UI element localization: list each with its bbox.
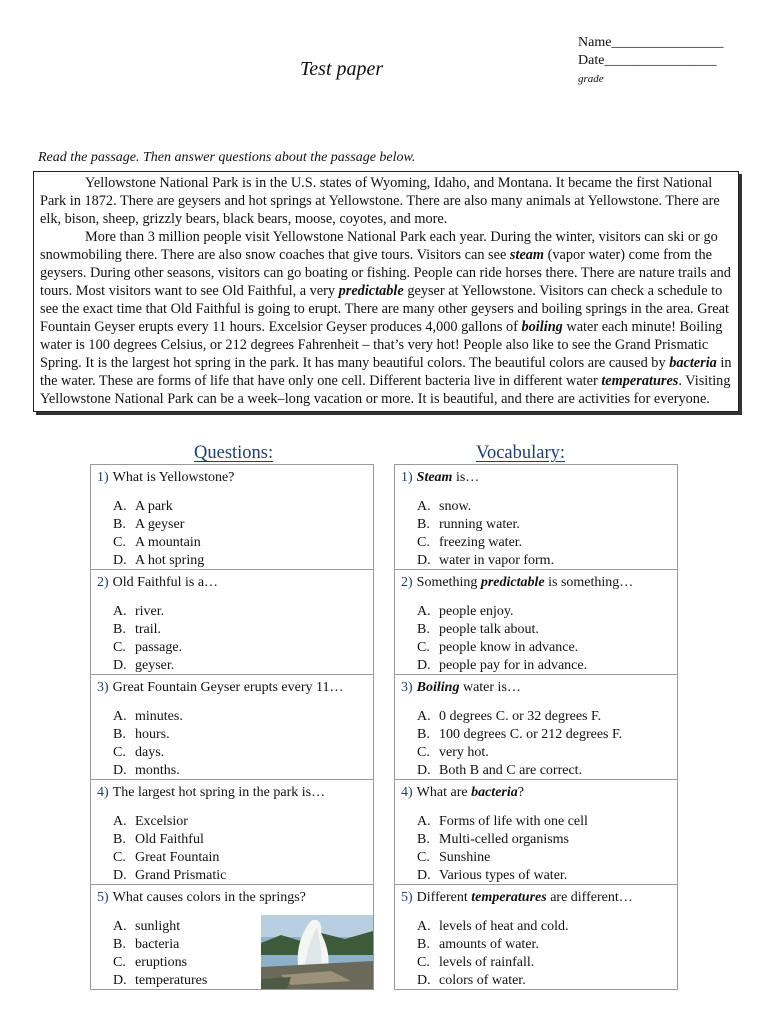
- answer-option[interactable]: [113, 534, 204, 552]
- option-letter: A.: [113, 814, 127, 829]
- answer-option[interactable]: [417, 972, 568, 990]
- option-text: Forms of life with one cell: [439, 814, 588, 829]
- answer-option[interactable]: [113, 867, 226, 885]
- option-letter: A.: [113, 604, 127, 619]
- vocabulary-word: Boiling: [416, 680, 460, 695]
- answer-option[interactable]: [113, 726, 183, 744]
- passage-paragraph-1: Yellowstone National Park is in the U.S. states of Wyoming, Idaho, and Montana. It became the first National Park in 1872. There are geysers and hot springs at Yellowstone. There are also many animals at Yellowstone. There are elk, bison, sheep, grizzly bears, black bears, moose, coyotes, and more.: [40, 175, 720, 227]
- question-prompt: [97, 574, 369, 592]
- option-letter: B.: [417, 727, 430, 742]
- answer-option[interactable]: [113, 603, 182, 621]
- question-number: 1): [97, 470, 109, 485]
- passage-paragraph-2: More than 3 million people visit Yellowstone National Park each year. During the winter, visitors can ski or go snowmobiling there. There are also snow coaches that give tours. Visitors can see steam (vapor water) come from the geysers. During other seasons, visitors can go boating or fishing. People can ride horses there. There are nature trails and tours. Most visitors want to see Old Faithful, a very predictable geyser at Yellowstone. Visitors can check a schedule to see the exact time that Old Faithful is going to erupt. There are many other geysers and boiling springs in the area. Great Fountain Geyser erupts every 11 hours. Excelsior Geyser produces 4,000 gallons of boiling water each minute! Boiling water is 100 degrees Celsius, or 212 degrees Fahrenheit – that’s very hot! People also like to see the Grand Prismatic Spring. It is the largest hot spring in the park. It has many beautiful colors. The beautiful colors are caused by bacteria in the water. These are forms of life that have only one cell. Different bacteria live in different water temperatures. Visiting Yellowstone National Park can be a week–long vacation or more. It is beautiful, and there are activities for everyone.: [40, 229, 732, 407]
- keyword-predictable: predictable: [338, 283, 404, 299]
- question-number: 5): [401, 890, 413, 905]
- keyword-steam: steam: [509, 247, 545, 263]
- option-letter: C.: [417, 745, 430, 760]
- question-text: The largest hot spring in the park is…: [112, 785, 326, 800]
- option-letter: B.: [113, 622, 126, 637]
- reading-passage: [33, 171, 739, 412]
- answer-option[interactable]: [113, 813, 226, 831]
- option-text: Various types of water.: [439, 868, 568, 883]
- option-text: freezing water.: [439, 535, 523, 550]
- option-text: river.: [135, 604, 165, 619]
- question-prompt: [97, 784, 369, 802]
- answer-option[interactable]: [113, 744, 183, 762]
- option-letter: B.: [113, 517, 126, 532]
- vocabulary-prompt: [401, 469, 673, 487]
- prompt-text: What are: [416, 785, 472, 800]
- answer-option[interactable]: [113, 708, 183, 726]
- option-letter: D.: [417, 553, 431, 568]
- option-letter: C.: [113, 640, 126, 655]
- option-text: levels of rainfall.: [439, 955, 535, 970]
- option-list: [113, 498, 204, 570]
- answer-option[interactable]: [417, 726, 622, 744]
- option-letter: A.: [417, 604, 431, 619]
- option-letter: C.: [417, 640, 430, 655]
- question-number: 5): [97, 890, 109, 905]
- question-cell: [91, 570, 373, 675]
- option-text: Multi-celled organisms: [439, 832, 569, 847]
- answer-option[interactable]: [417, 867, 588, 885]
- geyser-photo: [261, 915, 373, 989]
- answer-option[interactable]: [113, 516, 204, 534]
- option-text: Both B and C are correct.: [439, 763, 583, 778]
- page-title: Test paper: [300, 58, 384, 80]
- answer-option[interactable]: [113, 621, 182, 639]
- option-text: A hot spring: [135, 553, 205, 568]
- option-text: passage.: [135, 640, 183, 655]
- option-letter: B.: [113, 727, 126, 742]
- vocabulary-heading: Vocabulary:: [476, 443, 566, 463]
- question-number: 3): [401, 680, 413, 695]
- option-letter: D.: [113, 868, 127, 883]
- question-number: 4): [97, 785, 109, 800]
- answer-option[interactable]: [417, 516, 554, 534]
- vocabulary-word: bacteria: [471, 785, 518, 800]
- answer-option[interactable]: [417, 657, 587, 675]
- date-line[interactable]: Date________________: [578, 53, 717, 68]
- option-text: very hot.: [439, 745, 489, 760]
- option-letter: B.: [417, 937, 430, 952]
- prompt-text: ?: [517, 785, 524, 800]
- keyword-bacteria: bacteria: [669, 355, 717, 371]
- option-text: eruptions: [135, 955, 188, 970]
- option-text: trail.: [135, 622, 162, 637]
- vocabulary-word: temperatures: [471, 890, 547, 905]
- vocabulary-cell: [395, 780, 677, 885]
- option-text: temperatures: [135, 973, 208, 988]
- option-letter: C.: [417, 850, 430, 865]
- option-text: amounts of water.: [439, 937, 539, 952]
- answer-option[interactable]: [417, 498, 554, 516]
- keyword-boiling: boiling: [521, 319, 563, 335]
- option-text: people pay for in advance.: [439, 658, 588, 673]
- option-list: [417, 918, 568, 990]
- question-cell: [91, 780, 373, 885]
- keyword-temperatures: temperatures: [601, 373, 679, 389]
- option-letter: C.: [113, 745, 126, 760]
- option-letter: B.: [113, 832, 126, 847]
- option-letter: C.: [113, 955, 126, 970]
- option-text: levels of heat and cold.: [439, 919, 569, 934]
- questions-heading: Questions:: [194, 443, 274, 463]
- option-letter: C.: [113, 535, 126, 550]
- question-text: Old Faithful is a…: [112, 575, 219, 590]
- option-list: [417, 708, 622, 780]
- option-letter: D.: [417, 658, 431, 673]
- vocabulary-cell: [395, 885, 677, 989]
- answer-option[interactable]: [417, 708, 622, 726]
- option-text: bacteria: [135, 937, 180, 952]
- answer-option[interactable]: [113, 639, 182, 657]
- vocabulary-prompt: [401, 784, 673, 802]
- option-text: people know in advance.: [439, 640, 579, 655]
- question-cell: [91, 885, 373, 989]
- option-text: snow.: [439, 499, 472, 514]
- question-text: What is Yellowstone?: [112, 470, 235, 485]
- answer-option[interactable]: [113, 936, 207, 954]
- answer-option[interactable]: [113, 657, 182, 675]
- option-text: A geyser: [135, 517, 185, 532]
- questions-column: [90, 464, 374, 990]
- option-letter: D.: [417, 763, 431, 778]
- option-letter: D.: [417, 868, 431, 883]
- option-text: people talk about.: [439, 622, 539, 637]
- option-letter: A.: [417, 709, 431, 724]
- option-list: [113, 918, 207, 990]
- answer-option[interactable]: [113, 498, 204, 516]
- question-prompt: [97, 889, 369, 907]
- vocabulary-word: predictable: [480, 575, 545, 590]
- vocabulary-prompt: [401, 679, 673, 697]
- option-letter: A.: [113, 499, 127, 514]
- prompt-text: are different…: [546, 890, 633, 905]
- option-letter: A.: [113, 919, 127, 934]
- prompt-text: is…: [452, 470, 480, 485]
- vocabulary-column: [394, 464, 678, 990]
- option-letter: A.: [417, 919, 431, 934]
- name-line[interactable]: Name________________: [578, 35, 724, 50]
- answer-option[interactable]: [113, 972, 207, 990]
- option-text: Old Faithful: [135, 832, 204, 847]
- option-list: [113, 813, 226, 885]
- option-letter: A.: [417, 499, 431, 514]
- option-text: 100 degrees C. or 212 degrees F.: [439, 727, 623, 742]
- answer-option[interactable]: [417, 954, 568, 972]
- vocabulary-word: Steam: [416, 470, 453, 485]
- option-list: [417, 813, 588, 885]
- answer-option[interactable]: [113, 831, 226, 849]
- option-text: A mountain: [135, 535, 201, 550]
- question-text: Great Fountain Geyser erupts every 11…: [112, 680, 344, 695]
- option-letter: B.: [417, 832, 430, 847]
- option-list: [417, 498, 554, 570]
- student-info: [578, 34, 723, 88]
- option-letter: C.: [417, 955, 430, 970]
- option-text: A park: [135, 499, 173, 514]
- option-text: sunlight: [135, 919, 181, 934]
- question-prompt: [97, 679, 369, 697]
- option-text: running water.: [439, 517, 520, 532]
- option-text: colors of water.: [439, 973, 526, 988]
- prompt-text: water is…: [459, 680, 521, 695]
- option-letter: D.: [113, 973, 127, 988]
- vocabulary-cell: [395, 465, 677, 570]
- vocabulary-cell: [395, 675, 677, 780]
- vocabulary-prompt: [401, 889, 673, 907]
- option-letter: B.: [113, 937, 126, 952]
- option-text: Excelsior: [135, 814, 188, 829]
- question-cell: [91, 675, 373, 780]
- answer-option[interactable]: [417, 918, 568, 936]
- question-number: 3): [97, 680, 109, 695]
- prompt-text: Something: [416, 575, 481, 590]
- prompt-text: is something…: [544, 575, 634, 590]
- answer-option[interactable]: [417, 744, 622, 762]
- question-number: 1): [401, 470, 413, 485]
- vocabulary-prompt: [401, 574, 673, 592]
- option-text: people enjoy.: [439, 604, 514, 619]
- answer-option[interactable]: [417, 936, 568, 954]
- option-list: [417, 603, 587, 675]
- question-number: 2): [97, 575, 109, 590]
- answer-option[interactable]: [417, 603, 587, 621]
- option-letter: B.: [417, 622, 430, 637]
- option-text: months.: [135, 763, 180, 778]
- option-letter: B.: [417, 517, 430, 532]
- answer-option[interactable]: [113, 918, 207, 936]
- question-cell: [91, 465, 373, 570]
- option-text: Grand Prismatic: [135, 868, 227, 883]
- question-number: 4): [401, 785, 413, 800]
- option-letter: D.: [417, 973, 431, 988]
- question-text: What causes colors in the springs?: [112, 890, 306, 905]
- answer-option[interactable]: [417, 831, 588, 849]
- answer-option[interactable]: [113, 849, 226, 867]
- answer-option[interactable]: [113, 954, 207, 972]
- option-text: 0 degrees C. or 32 degrees F.: [439, 709, 602, 724]
- vocabulary-cell: [395, 570, 677, 675]
- option-letter: D.: [113, 658, 127, 673]
- option-letter: A.: [113, 709, 127, 724]
- answer-option[interactable]: [113, 552, 204, 570]
- answer-option[interactable]: [417, 849, 588, 867]
- option-list: [113, 603, 182, 675]
- option-list: [113, 708, 183, 780]
- answer-option[interactable]: [417, 813, 588, 831]
- answer-option[interactable]: [113, 762, 183, 780]
- option-letter: D.: [113, 763, 127, 778]
- option-text: days.: [135, 745, 165, 760]
- answer-option[interactable]: [417, 762, 622, 780]
- question-prompt: [97, 469, 369, 487]
- option-letter: C.: [113, 850, 126, 865]
- answer-option[interactable]: [417, 534, 554, 552]
- option-letter: C.: [417, 535, 430, 550]
- question-number: 2): [401, 575, 413, 590]
- option-text: Great Fountain: [135, 850, 220, 865]
- answer-option[interactable]: [417, 552, 554, 570]
- option-text: geyser.: [135, 658, 175, 673]
- option-letter: A.: [417, 814, 431, 829]
- option-text: Sunshine: [439, 850, 491, 865]
- grade-label: grade: [578, 73, 604, 85]
- instructions: Read the passage. Then answer questions about the passage below.: [38, 150, 416, 165]
- option-text: hours.: [135, 727, 170, 742]
- option-text: minutes.: [135, 709, 183, 724]
- option-letter: D.: [113, 553, 127, 568]
- answer-option[interactable]: [417, 621, 587, 639]
- answer-option[interactable]: [417, 639, 587, 657]
- option-text: water in vapor form.: [439, 553, 555, 568]
- prompt-text: Different: [416, 890, 472, 905]
